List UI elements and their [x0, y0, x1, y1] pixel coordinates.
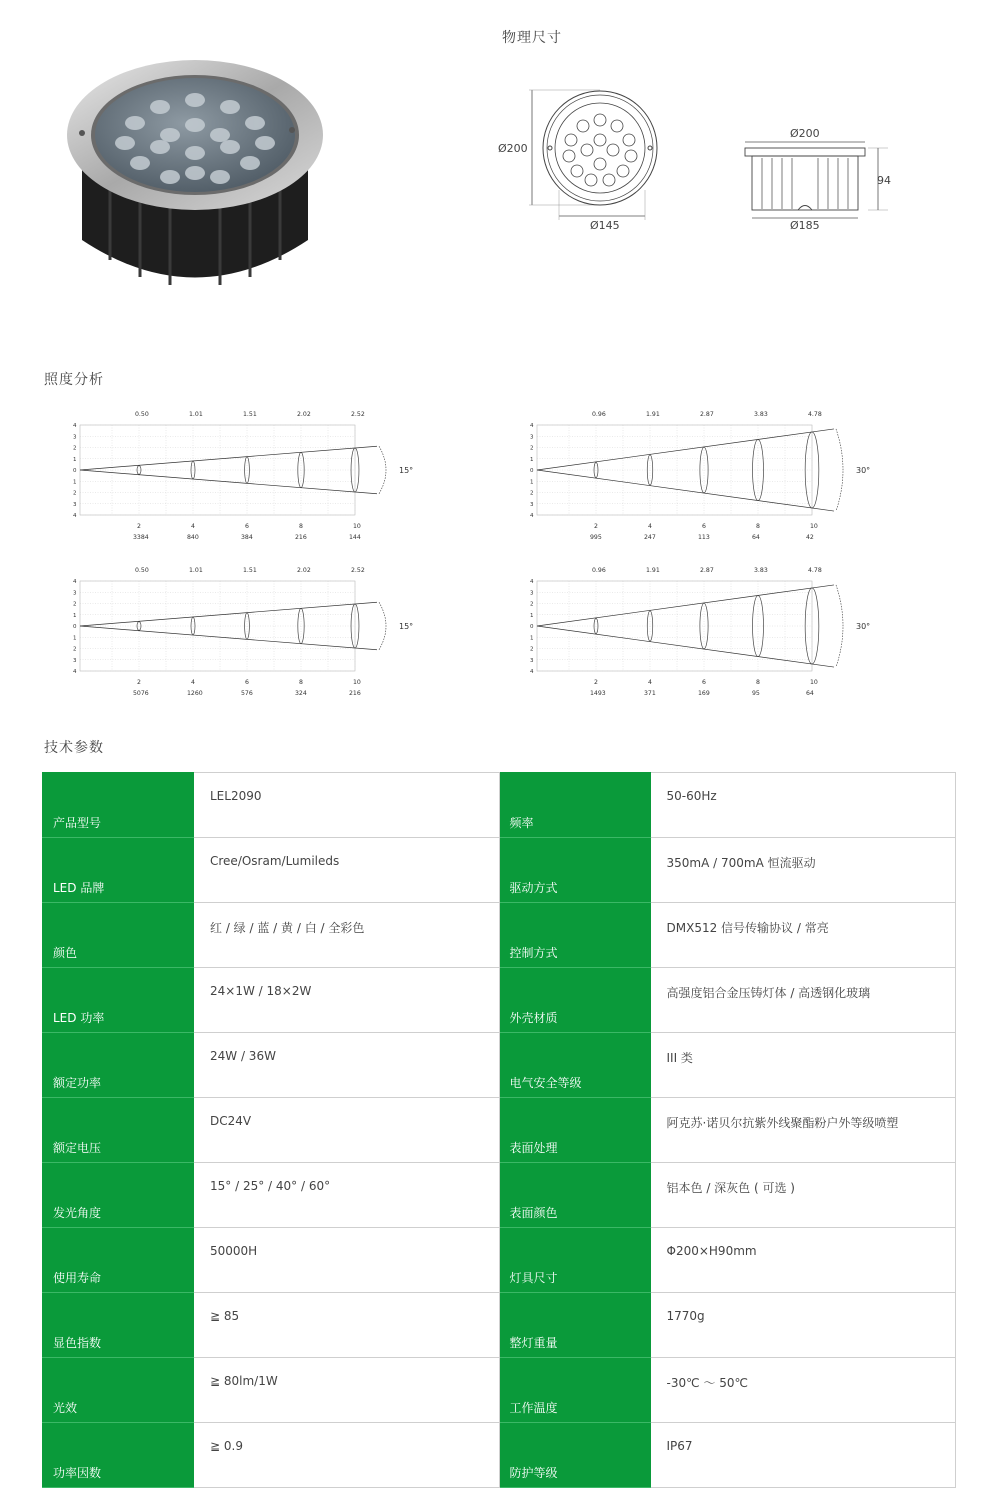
beam-angle-label: 30°: [856, 622, 871, 631]
beam-chart-24w-15: [40, 405, 480, 545]
spec-key: 灯具尺寸: [499, 1228, 650, 1293]
spec-key: 产品型号: [43, 773, 194, 838]
led-outline-icon: [625, 150, 637, 162]
spec-value: 15° / 25° / 40° / 60°: [194, 1163, 500, 1228]
led-outline-icon: [594, 158, 606, 170]
led-outline-icon: [581, 144, 593, 156]
distance-value: 2: [137, 679, 141, 686]
y-tick-label: 2: [73, 445, 77, 452]
spec-value: 350mA / 700mA 恒流驱动: [650, 838, 956, 903]
spec-value: -30℃ ～ 50℃: [650, 1358, 956, 1423]
side-height-label: 94: [877, 174, 891, 187]
led-outline-icon: [617, 165, 629, 177]
beam-lower-edge: [80, 470, 377, 494]
lux-value: 169: [698, 690, 710, 697]
lux-value: 5076: [133, 690, 149, 697]
led-lens-icon: [220, 140, 240, 154]
spec-key: 频率: [499, 773, 650, 838]
lux-value: 371: [644, 690, 656, 697]
diameter-value: 0.50: [135, 411, 149, 418]
spec-value: IP67: [650, 1423, 956, 1488]
lux-value: 1260: [187, 690, 203, 697]
spec-value: 1770g: [650, 1293, 956, 1358]
spec-key: 额定功率: [43, 1033, 194, 1098]
beam-chart-36w-30: [497, 561, 937, 701]
led-outline-icon: [594, 114, 606, 126]
spec-value: DC24V: [194, 1098, 500, 1163]
led-lens-icon: [150, 140, 170, 154]
y-tick-label: 3: [530, 501, 534, 508]
diameter-value: 2.87: [700, 411, 714, 418]
spec-key: 光效: [43, 1358, 194, 1423]
beam-upper-edge: [537, 429, 834, 470]
y-tick-label: 3: [530, 590, 534, 597]
front-inner-diameter-label: Ø145: [590, 219, 620, 232]
led-outline-icon: [571, 165, 583, 177]
lux-value: 1493: [590, 690, 606, 697]
spec-value: ≧ 80lm/1W: [194, 1358, 500, 1423]
lux-value: 384: [241, 534, 253, 541]
y-tick-label: 2: [530, 646, 534, 653]
spec-row: [43, 1098, 956, 1163]
y-tick-label: 2: [530, 490, 534, 497]
physical-dimensions-heading: 物理尺寸: [502, 30, 562, 46]
led-lens-icon: [245, 116, 265, 130]
lux-value: 216: [295, 534, 307, 541]
beam-chart-24w-30: [497, 405, 937, 545]
distance-value: 10: [353, 523, 361, 530]
led-outline-icon: [585, 174, 597, 186]
spec-key: 使用寿命: [43, 1228, 194, 1293]
led-lens-icon: [130, 156, 150, 170]
lux-value: 64: [752, 534, 760, 541]
spec-value: ≧ 0.9: [194, 1423, 500, 1488]
beam-angle-label: 15°: [399, 466, 414, 475]
y-tick-label: 3: [73, 590, 77, 597]
spec-value: 50000H: [194, 1228, 500, 1293]
beam-lower-edge: [537, 626, 834, 667]
diameter-value: 0.96: [592, 411, 606, 418]
lux-value: 995: [590, 534, 602, 541]
led-lens-icon: [185, 93, 205, 107]
spec-value: 阿克苏·诺贝尔抗紫外线聚酯粉户外等级喷塑: [650, 1098, 956, 1163]
y-tick-label: 2: [530, 601, 534, 608]
led-outline-icon: [577, 120, 589, 132]
distance-value: 8: [299, 523, 303, 530]
y-tick-label: 1: [73, 479, 77, 486]
y-tick-label: 3: [73, 434, 77, 441]
diameter-value: 1.91: [646, 567, 660, 574]
spec-row: [43, 773, 956, 838]
lux-value: 576: [241, 690, 253, 697]
y-tick-label: 3: [530, 657, 534, 664]
led-lens-icon: [150, 100, 170, 114]
y-tick-label: 3: [73, 657, 77, 664]
spec-key: 驱动方式: [499, 838, 650, 903]
spec-value: 高强度铝合金压铸灯体 / 高透钢化玻璃: [650, 968, 956, 1033]
diameter-value: 2.87: [700, 567, 714, 574]
led-outline-icon: [594, 134, 606, 146]
spec-key: 控制方式: [499, 903, 650, 968]
spec-key: 发光角度: [43, 1163, 194, 1228]
spec-row: [43, 1423, 956, 1488]
beam-angle-arc: [379, 446, 386, 494]
led-lens-icon: [210, 128, 230, 142]
y-tick-label: 0: [73, 468, 77, 474]
spec-value: ≧ 85: [194, 1293, 500, 1358]
spec-key: LED 功率: [43, 968, 194, 1033]
illuminance-heading: 照度分析: [44, 372, 104, 388]
lux-value: 64: [806, 690, 814, 697]
spec-value: Φ200×H90mm: [650, 1228, 956, 1293]
y-tick-label: 4: [530, 669, 534, 675]
distance-value: 4: [191, 679, 195, 686]
distance-value: 2: [594, 679, 598, 686]
y-tick-label: 1: [530, 635, 534, 642]
spec-table: [42, 772, 956, 1488]
beam-lower-edge: [537, 470, 834, 511]
distance-value: 2: [137, 523, 141, 530]
beam-chart-36w-15: [40, 561, 480, 701]
spec-key: 颜色: [43, 903, 194, 968]
y-tick-label: 4: [73, 669, 77, 675]
tech-params-heading: 技术参数: [44, 740, 104, 756]
spec-value: 铝本色 / 深灰色 ( 可选 ): [650, 1163, 956, 1228]
distance-value: 4: [648, 523, 652, 530]
led-outline-icon: [565, 134, 577, 146]
diameter-value: 1.51: [243, 567, 257, 574]
y-tick-label: 4: [530, 513, 534, 519]
side-view-drawing: [740, 125, 890, 225]
led-lens-icon: [220, 100, 240, 114]
spec-row: [43, 838, 956, 903]
front-view-drawing: [495, 80, 665, 240]
diameter-value: 1.91: [646, 411, 660, 418]
led-lens-icon: [255, 136, 275, 150]
led-lens-icon: [185, 166, 205, 180]
front-diameter-label: Ø200: [498, 142, 528, 155]
spec-value: 红 / 绿 / 蓝 / 黄 / 白 / 全彩色: [194, 903, 500, 968]
led-lens-icon: [210, 170, 230, 184]
spec-key: 额定电压: [43, 1098, 194, 1163]
y-tick-label: 4: [73, 579, 77, 585]
y-tick-label: 3: [73, 501, 77, 508]
spec-row: [43, 1293, 956, 1358]
diameter-value: 1.01: [189, 411, 203, 418]
spec-value: DMX512 信号传输协议 / 常亮: [650, 903, 956, 968]
diameter-value: 4.78: [808, 567, 822, 574]
y-tick-label: 1: [73, 635, 77, 642]
spec-row: [43, 1358, 956, 1423]
diameter-value: 1.51: [243, 411, 257, 418]
spec-value: Cree/Osram/Lumileds: [194, 838, 500, 903]
y-tick-label: 2: [73, 490, 77, 497]
spec-key: 外壳材质: [499, 968, 650, 1033]
spec-row: [43, 1228, 956, 1293]
spec-row: [43, 968, 956, 1033]
diameter-value: 0.50: [135, 567, 149, 574]
y-tick-label: 4: [73, 513, 77, 519]
distance-value: 10: [810, 679, 818, 686]
diameter-value: 0.96: [592, 567, 606, 574]
spec-value: 24W / 36W: [194, 1033, 500, 1098]
distance-value: 8: [756, 523, 760, 530]
y-tick-label: 1: [530, 612, 534, 619]
lux-value: 324: [295, 690, 307, 697]
spec-value: III 类: [650, 1033, 956, 1098]
y-tick-label: 1: [73, 456, 77, 463]
y-tick-label: 1: [530, 479, 534, 486]
spec-key: 表面颜色: [499, 1163, 650, 1228]
led-lens-icon: [115, 136, 135, 150]
beam-upper-edge: [80, 602, 377, 626]
beam-angle-arc: [379, 602, 386, 650]
spec-key: 工作温度: [499, 1358, 650, 1423]
spec-key: LED 品牌: [43, 838, 194, 903]
spec-row: [43, 903, 956, 968]
lux-value: 247: [644, 534, 656, 541]
spec-key: 防护等级: [499, 1423, 650, 1488]
beam-lower-edge: [80, 626, 377, 650]
beam-angle-arc: [836, 429, 843, 511]
beam-upper-edge: [80, 446, 377, 470]
diameter-value: 2.02: [297, 567, 311, 574]
led-outline-icon: [607, 144, 619, 156]
y-tick-label: 2: [530, 445, 534, 452]
lux-value: 144: [349, 534, 361, 541]
beam-angle-label: 30°: [856, 466, 871, 475]
led-lens-icon: [160, 128, 180, 142]
y-tick-label: 0: [530, 624, 534, 630]
spec-key: 显色指数: [43, 1293, 194, 1358]
led-lens-icon: [185, 118, 205, 132]
beam-angle-label: 15°: [399, 622, 414, 631]
diameter-value: 3.83: [754, 411, 768, 418]
distance-value: 6: [702, 679, 706, 686]
beam-angle-arc: [836, 585, 843, 667]
spec-row: [43, 1163, 956, 1228]
spec-key: 表面处理: [499, 1098, 650, 1163]
y-tick-label: 4: [530, 423, 534, 429]
spec-value: 50-60Hz: [650, 773, 956, 838]
spec-value: 24×1W / 18×2W: [194, 968, 500, 1033]
lux-value: 3384: [133, 534, 149, 541]
led-lens-icon: [160, 170, 180, 184]
y-tick-label: 4: [73, 423, 77, 429]
lux-value: 216: [349, 690, 361, 697]
spec-key: 整灯重量: [499, 1293, 650, 1358]
lux-value: 42: [806, 534, 814, 541]
distance-value: 6: [702, 523, 706, 530]
led-lens-icon: [125, 116, 145, 130]
diameter-value: 2.52: [351, 411, 365, 418]
distance-value: 8: [756, 679, 760, 686]
diameter-value: 1.01: [189, 567, 203, 574]
diameter-value: 4.78: [808, 411, 822, 418]
led-outline-icon: [623, 134, 635, 146]
lux-value: 113: [698, 534, 710, 541]
distance-value: 6: [245, 679, 249, 686]
led-lens-icon: [185, 146, 205, 160]
led-outline-icon: [563, 150, 575, 162]
led-outline-icon: [611, 120, 623, 132]
side-top-diameter-label: Ø200: [790, 127, 820, 140]
distance-value: 4: [648, 679, 652, 686]
y-tick-label: 1: [530, 456, 534, 463]
led-lens-icon: [240, 156, 260, 170]
distance-value: 2: [594, 523, 598, 530]
distance-value: 10: [810, 523, 818, 530]
spec-key: 电气安全等级: [499, 1033, 650, 1098]
distance-value: 10: [353, 679, 361, 686]
spec-value: LEL2090: [194, 773, 500, 838]
diameter-value: 3.83: [754, 567, 768, 574]
y-tick-label: 0: [530, 468, 534, 474]
lux-value: 840: [187, 534, 199, 541]
y-tick-label: 3: [530, 434, 534, 441]
distance-value: 4: [191, 523, 195, 530]
beam-upper-edge: [537, 585, 834, 626]
y-tick-label: 2: [73, 601, 77, 608]
y-tick-label: 2: [73, 646, 77, 653]
diameter-value: 2.52: [351, 567, 365, 574]
distance-value: 8: [299, 679, 303, 686]
product-photo: [60, 55, 330, 305]
lux-value: 95: [752, 690, 760, 697]
y-tick-label: 4: [530, 579, 534, 585]
spec-key: 功率因数: [43, 1423, 194, 1488]
led-outline-icon: [603, 174, 615, 186]
y-tick-label: 1: [73, 612, 77, 619]
spec-row: [43, 1033, 956, 1098]
diameter-value: 2.02: [297, 411, 311, 418]
y-tick-label: 0: [73, 624, 77, 630]
distance-value: 6: [245, 523, 249, 530]
side-bottom-diameter-label: Ø185: [790, 219, 820, 232]
